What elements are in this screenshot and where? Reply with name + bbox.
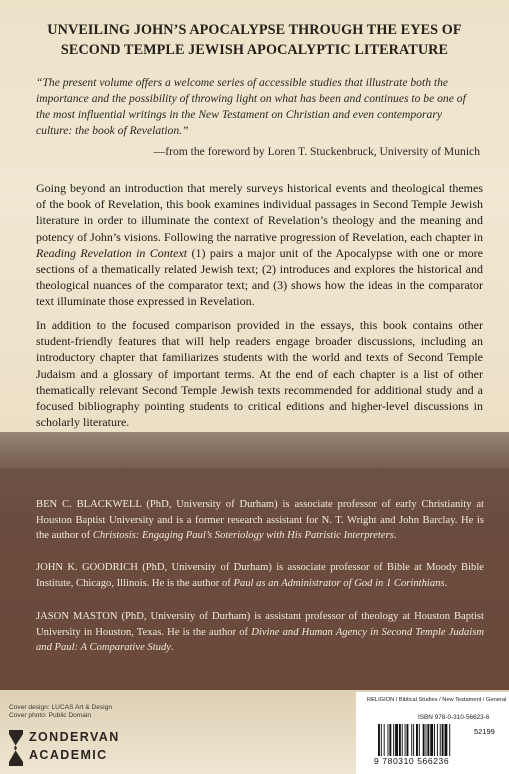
title-line-1: UNVEILING JOHN’S APOCALYPSE THROUGH THE EYES OF (47, 22, 462, 38)
publisher-logo (9, 728, 129, 768)
description-text: Going beyond an introduction that merely surveys historical events and theological themes of the book of Revelation, this book examines individual passages in Second Temple Jewish literature in order to illuminate the context of Revelation’s theology and the meaning and potency of John’s visions. Following the narrative progression of Revelation, each chapter in (36, 181, 483, 244)
description-paragraph-2: In addition to the focused comparison provided in the essays, this book contains other student-friendly features that will help readers engage broader discussions, including an introductory chapter that familiarizes students with the world and texts of Second Temple Judaism and a glossary of important terms. At the end of each chapter is a list of other thematically relevant Second Temple Jewish texts recommended for additional study and a focused bibliography pointing students to critical editions and higher-level discussions in scholarly literature. (36, 318, 483, 430)
author-name: JASON MASTON (36, 611, 118, 622)
description-paragraph-1 (36, 180, 483, 310)
author-bio-3 (36, 609, 484, 656)
description-text: (1) pairs a major unit of the Apocalypse with one or more sections of a thematically related Jewish text; (2) introduces and explores the historical and theological nuances of the comparator text; and (3) shows how the ideas in the comparator text illuminate those expressed in Revelation. (36, 245, 483, 309)
bisac-subject: RELIGION / Biblical Studies / New Testament / General (367, 697, 507, 703)
cover-design-credit: Cover design: LUCAS Art & Design (9, 704, 112, 711)
cover-photo-credit: Cover photo: Public Domain (9, 712, 92, 719)
author-bio-2 (36, 560, 484, 591)
author-name: BEN C. BLACKWELL (36, 499, 142, 510)
foreword-attribution: —from the foreword by Loren T. Stuckenbruck, University of Munich (153, 145, 480, 158)
foreword-quote: “The present volume offers a welcome series of accessible studies that illustrate both the importance and the possibility of throwing light on what has been and continues to be one of the most influential writings in the New Testament on Christian and even contemporary culture: the book of Revelation.” (36, 76, 466, 137)
isbn-label: ISBN 978-0-310-56623-6 (418, 714, 490, 721)
author-bio-text: (PhD, University of Durham) is associate professor of early Christianity at Houston Baptist University and is a former research assistant for N. T. Wright and John Barclay. He is the author of (36, 499, 484, 541)
zondervan-logo-icon (9, 730, 23, 766)
bio-end: . (444, 577, 448, 589)
author-book-title: Paul as an Administrator of God in 1 Corinthians (233, 577, 445, 589)
barcode-number: 9 780310 566236 (374, 756, 450, 766)
barcode-bars (378, 724, 470, 756)
author-bio-1 (36, 497, 484, 544)
bio-end: . (170, 642, 174, 653)
author-book-title: Divine and Human Agency in Second Temple Judaism and Paul: A Comparative Study (36, 626, 484, 653)
title-line-2: SECOND TEMPLE JEWISH APOCALYPTIC LITERATURE (60, 42, 449, 58)
book-title: Reading Revelation in Context (36, 245, 188, 260)
author-name: JOHN K. GOODRICH (36, 562, 138, 573)
bio-end: . (393, 530, 397, 541)
publisher-name-line2: ACADEMIC (29, 748, 108, 762)
author-book-title: Christosis: Engaging Paul’s Soteriology with His Patristic Interpreters (92, 530, 394, 541)
author-bio-text: (PhD, University of Durham) is assistant professor of theology at Houston Baptist University in Houston, Texas. He is the author of (36, 611, 484, 638)
cover-title (20, 20, 489, 60)
author-bio-text: (PhD, University of Durham) is associate professor of Bible at Moody Bible Institute, Chicago, Illinois. He is the author of (36, 562, 484, 589)
publisher-name-line1: ZONDERVAN (29, 730, 120, 744)
price-code: 52199 (474, 727, 495, 736)
